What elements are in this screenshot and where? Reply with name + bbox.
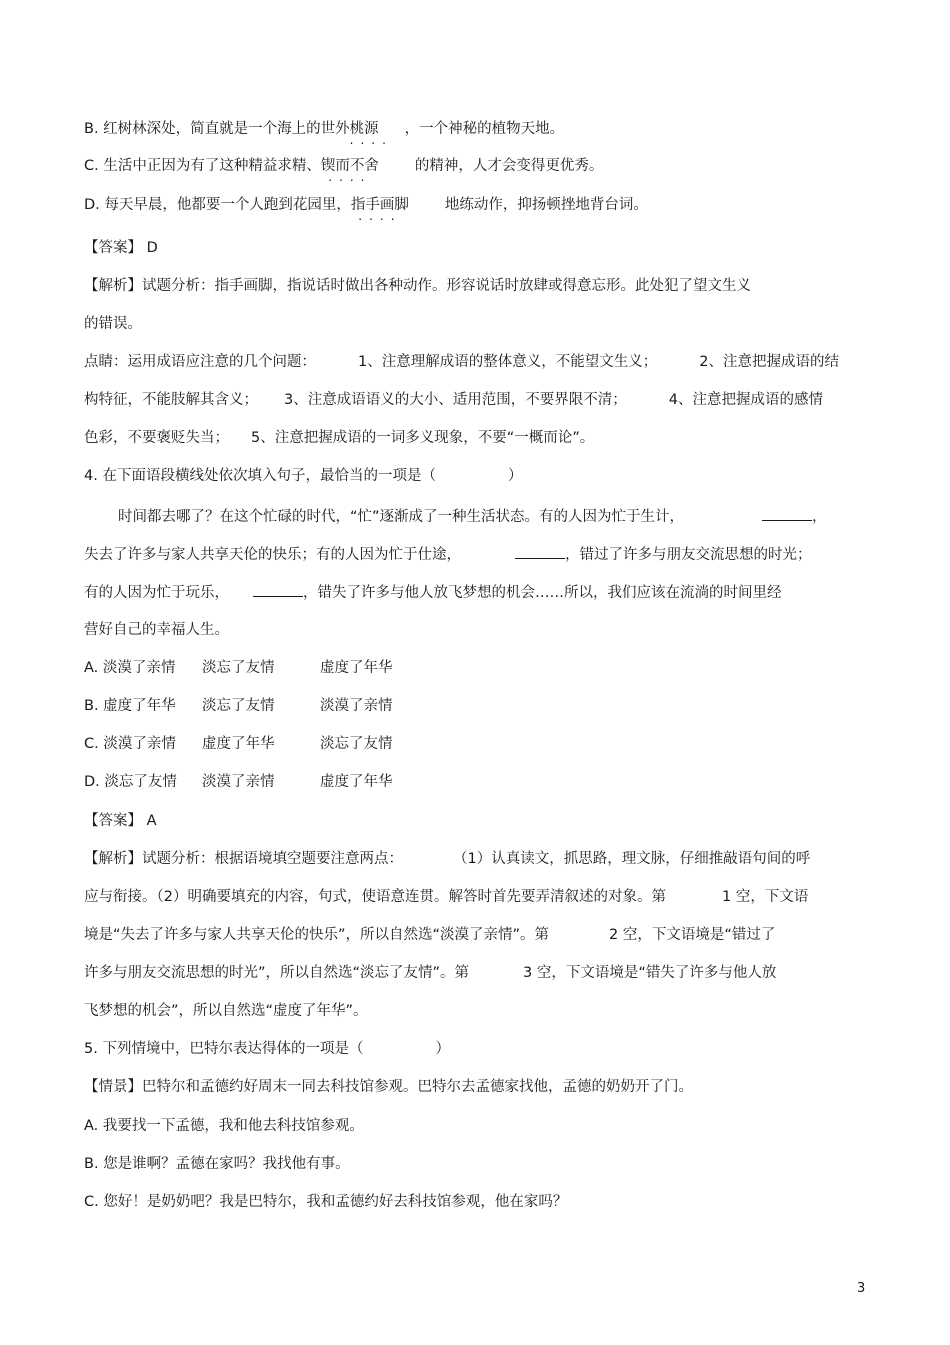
q3-tip-line-2 xyxy=(84,390,823,410)
option-label: B. 虚度了年华 xyxy=(84,698,176,714)
option-part-2: 淡漠了亲情 xyxy=(202,774,275,790)
q4-passage-text: 失去了许多与家人共享天伦的快乐；有的人因为忙于仕途， xyxy=(84,547,461,563)
q4-analysis-line-3 xyxy=(84,925,775,945)
q4-passage-line-2 xyxy=(84,544,812,565)
q4-stem-text: 4. 在下面语段横线处依次填入句子，最恰当的一项是（ xyxy=(84,468,436,484)
option-label: D. 淡忘了友情 xyxy=(84,774,177,790)
q5-option-c: C. 您好！是奶奶吧？我是巴特尔，我和孟德约好去科技馆参观，他在家吗？ xyxy=(84,1194,568,1210)
q3-tip-line-3 xyxy=(84,428,594,448)
option-part-3: 虚度了年华 xyxy=(320,774,393,790)
q3-option-c-text: C. 生活中正因为有了这种精益求精、 xyxy=(84,158,321,174)
q4-analysis-line-2 xyxy=(84,887,808,907)
q4-analysis-line-5: 飞梦想的机会”，所以自然选“虚度了年华”。 xyxy=(84,1003,368,1019)
q4-passage-text: ，错过了许多与朋友交流思想的时光； xyxy=(565,547,812,563)
q3-option-c-idiom: 锲而不舍 xyxy=(320,158,379,174)
q3-option-c xyxy=(84,156,604,184)
emphasis-dots: .... xyxy=(349,133,393,147)
q3-analysis-line-2: 的错误。 xyxy=(84,316,142,332)
q4-passage-text: 有的人因为忙于玩乐， xyxy=(84,585,229,601)
q5-stem-paren: ） xyxy=(435,1041,450,1057)
tip-point-2-cont: 构特征，不能肢解其含义； xyxy=(84,392,258,408)
option-label: A. 淡漠了亲情 xyxy=(84,660,176,676)
q3-option-b-text: B. 红树林深处，简直就是一个海上的世外 xyxy=(84,121,350,137)
tip-point-4: 4、注意把握成语的感情 xyxy=(668,392,823,408)
q4-option-a xyxy=(84,658,393,678)
q4-passage-line-4: 营好自己的幸福人生。 xyxy=(84,622,229,638)
q3-option-d-idiom: 指手画脚 xyxy=(350,197,409,213)
q3-option-d xyxy=(84,195,648,223)
dotted-idiom xyxy=(349,119,393,147)
q3-option-b-rest: ，一个神秘的植物天地。 xyxy=(404,121,565,137)
q5-scene: 【情景】巴特尔和孟德约好周末一同去科技馆参观。巴特尔去孟德家找他，孟德的奶奶开了门。 xyxy=(84,1079,693,1095)
analysis-text: 2 空，下文语境是“错过了 xyxy=(609,927,776,943)
q5-stem xyxy=(84,1039,450,1059)
q3-option-d-rest: 地练动作，抑扬顿挫地背台词。 xyxy=(444,197,648,213)
q4-stem xyxy=(84,466,522,486)
page-number: 3 xyxy=(857,1281,866,1296)
q4-passage-punct: ， xyxy=(812,509,827,525)
q5-stem-text: 5. 下列情境中，巴特尔表达得体的一项是（ xyxy=(84,1041,364,1057)
fill-blank-1 xyxy=(762,506,812,521)
q4-passage-text: 时间都去哪了？在这个忙碌的时代，“忙”逐渐成了一种生活状态。有的人因为忙于生计， xyxy=(118,509,685,525)
option-part-2: 虚度了年华 xyxy=(202,736,275,752)
q5-option-b: B. 您是谁啊？孟德在家吗？我找他有事。 xyxy=(84,1156,350,1172)
tip-point-2: 2、注意把握成语的结 xyxy=(699,354,839,370)
option-part-3: 淡漠了亲情 xyxy=(320,698,393,714)
q3-tip-line-1 xyxy=(84,352,839,372)
emphasis-dots: .... xyxy=(358,209,402,223)
q3-analysis-line-1: 【解析】试题分析：指手画脚，指说话时做出各种动作。形容说话时放肆或得意忘形。此处犯了望文生义 xyxy=(84,278,751,294)
option-part-3: 虚度了年华 xyxy=(320,660,393,676)
analysis-text: 3 空，下文语境是“错失了许多与他人放 xyxy=(523,965,777,981)
tip-point-1: 1、注意理解成语的整体意义，不能望文生义； xyxy=(358,354,658,370)
q4-analysis-line-4 xyxy=(84,963,776,983)
option-part-3: 淡忘了友情 xyxy=(320,736,393,752)
tip-point-5: 5、注意把握成语的一词多义现象，不要“一概而论”。 xyxy=(251,430,595,446)
tip-point-4-cont: 色彩，不要褒贬失当； xyxy=(84,430,229,446)
option-part-2: 淡忘了友情 xyxy=(202,698,275,714)
q5-option-a: A. 我要找一下孟德，我和他去科技馆参观。 xyxy=(84,1118,364,1134)
q3-answer: 【答案】 D xyxy=(84,240,158,256)
option-label: C. 淡漠了亲情 xyxy=(84,736,176,752)
analysis-text: 许多与朋友交流思想的时光”，所以自然选“淡忘了友情”。第 xyxy=(84,965,470,981)
q4-option-d xyxy=(84,772,393,792)
q4-answer: 【答案】 A xyxy=(84,813,157,829)
fill-blank-3 xyxy=(253,582,303,597)
option-part-2: 淡忘了友情 xyxy=(202,660,275,676)
q4-passage-line-1 xyxy=(118,506,827,527)
fill-blank-2 xyxy=(515,544,565,559)
tip-point-3: 3、注意成语语义的大小、适用范围，不要界限不清； xyxy=(284,392,627,408)
dotted-idiom xyxy=(320,156,379,184)
q4-stem-paren: ） xyxy=(507,468,523,484)
emphasis-dots: .... xyxy=(328,170,372,184)
q4-option-c xyxy=(84,734,393,754)
q4-passage-text: ，错失了许多与他人放飞梦想的机会……所以，我们应该在流淌的时间里经 xyxy=(303,585,782,601)
q3-option-c-rest: 的精神，人才会变得更优秀。 xyxy=(414,158,604,174)
q3-option-d-text: D. 每天早晨，他都要一个人跑到花园里， xyxy=(84,197,351,213)
q4-analysis-line-1 xyxy=(84,849,810,869)
q4-option-b xyxy=(84,696,393,716)
analysis-text: 【解析】试题分析：根据语境填空题要注意两点： xyxy=(84,851,403,867)
dotted-idiom xyxy=(350,195,409,223)
analysis-text: 应与衔接。（2）明确要填充的内容，句式，使语意连贯。解答时首先要弄清叙述的对象。第 xyxy=(84,889,666,905)
q3-option-b-idiom: 桃源 xyxy=(349,121,379,137)
tip-intro: 点睛：运用成语应注意的几个问题： xyxy=(84,354,316,370)
analysis-text: 1 空，下文语 xyxy=(721,889,809,905)
analysis-text: （1）认真读文，抓思路，理文脉，仔细推敲语句间的呼 xyxy=(453,851,811,867)
q3-option-b xyxy=(84,119,565,147)
analysis-text: 境是“失去了许多与家人共享天伦的快乐”，所以自然选“淡漠了亲情”。第 xyxy=(84,927,550,943)
q4-passage-line-3 xyxy=(84,582,782,603)
